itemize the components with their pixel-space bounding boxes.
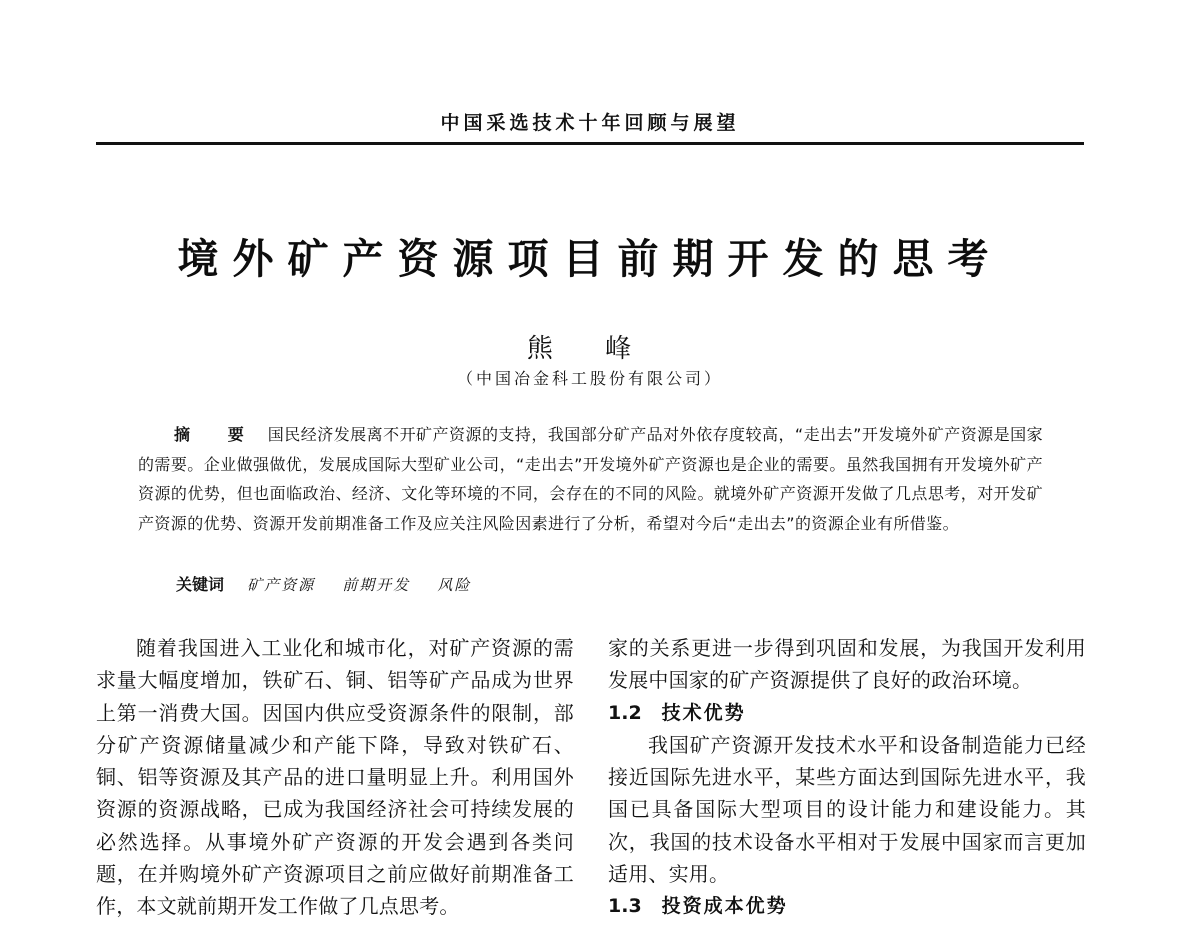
section-heading-1-2 <box>608 697 1086 729</box>
paper-title: 境外矿产资源项目前期开发的思考 <box>177 235 1003 283</box>
keywords <box>176 572 1036 595</box>
left-column <box>96 632 574 923</box>
author-name: 熊 峰 <box>526 334 654 364</box>
author-affiliation: （中国冶金科工股份有限公司） <box>456 369 723 388</box>
section-heading-1-3 <box>608 890 1086 922</box>
header-rule <box>96 142 1084 145</box>
section-number: 1.3 <box>608 895 642 918</box>
intro-paragraph: 随着我国进入工业化和城市化，对矿产资源的需求量大幅度增加，铁矿石、铜、铝等矿产品成为世界上第一消费大国。因国内供应受资源条件的限制，部分矿产资源储量减少和产能下降，导致对铁矿石、铜、铝等资源及其产品的进口量明显上升。利用国外资源的资源战略，已成为我国经济社会可持续发展的必然选择。从事境外矿产资源的开发会遇到各类问题，在并购境外矿产资源项目之前应做好前期准备工作，本文就前期开发工作做了几点思考。 <box>96 636 574 919</box>
running-head: 中国采选技术十年回顾与展望 <box>440 112 740 134</box>
continuation-paragraph: 家的关系更进一步得到巩固和发展，为我国开发利用发展中国家的矿产资源提供了良好的政治环境。 <box>608 636 1086 693</box>
abstract <box>138 420 1043 538</box>
section-number: 1.2 <box>608 701 642 724</box>
abstract-label: 摘 要 <box>174 425 260 444</box>
keyword-item: 矿产资源 <box>247 576 316 594</box>
right-column <box>608 632 1086 923</box>
keywords-label: 关键词 <box>176 575 225 594</box>
keyword-item: 前期开发 <box>342 576 411 594</box>
abstract-text: 国民经济发展离不开矿产资源的支持，我国部分矿产品对外依存度较高，“走出去”开发境外矿产资源是国家的需要。企业做强做优，发展成国际大型矿业公司，“走出去”开发境外矿产资源也是企业的需要。虽然我国拥有开发境外矿产资源的优势，但也面临政治、经济、文化等环境的不同，会存在的不同的风险。就境外矿产资源开发做了几点思考，对开发矿产资源的优势、资源开发前期准备工作及应关注风险因素进行了分析，希望对今后“走出去”的资源企业有所借鉴。 <box>138 425 1043 533</box>
section-1-2-paragraph: 我国矿产资源开发技术水平和设备制造能力已经接近国际先进水平，某些方面达到国际先进水平，我国已具备国际大型项目的设计能力和建设能力。其次，我国的技术设备水平相对于发展中国家而言更加适用、实用。 <box>608 732 1086 887</box>
section-title: 技术优势 <box>661 701 746 724</box>
keyword-item: 风险 <box>437 576 472 594</box>
section-title: 投资成本优势 <box>661 895 788 918</box>
